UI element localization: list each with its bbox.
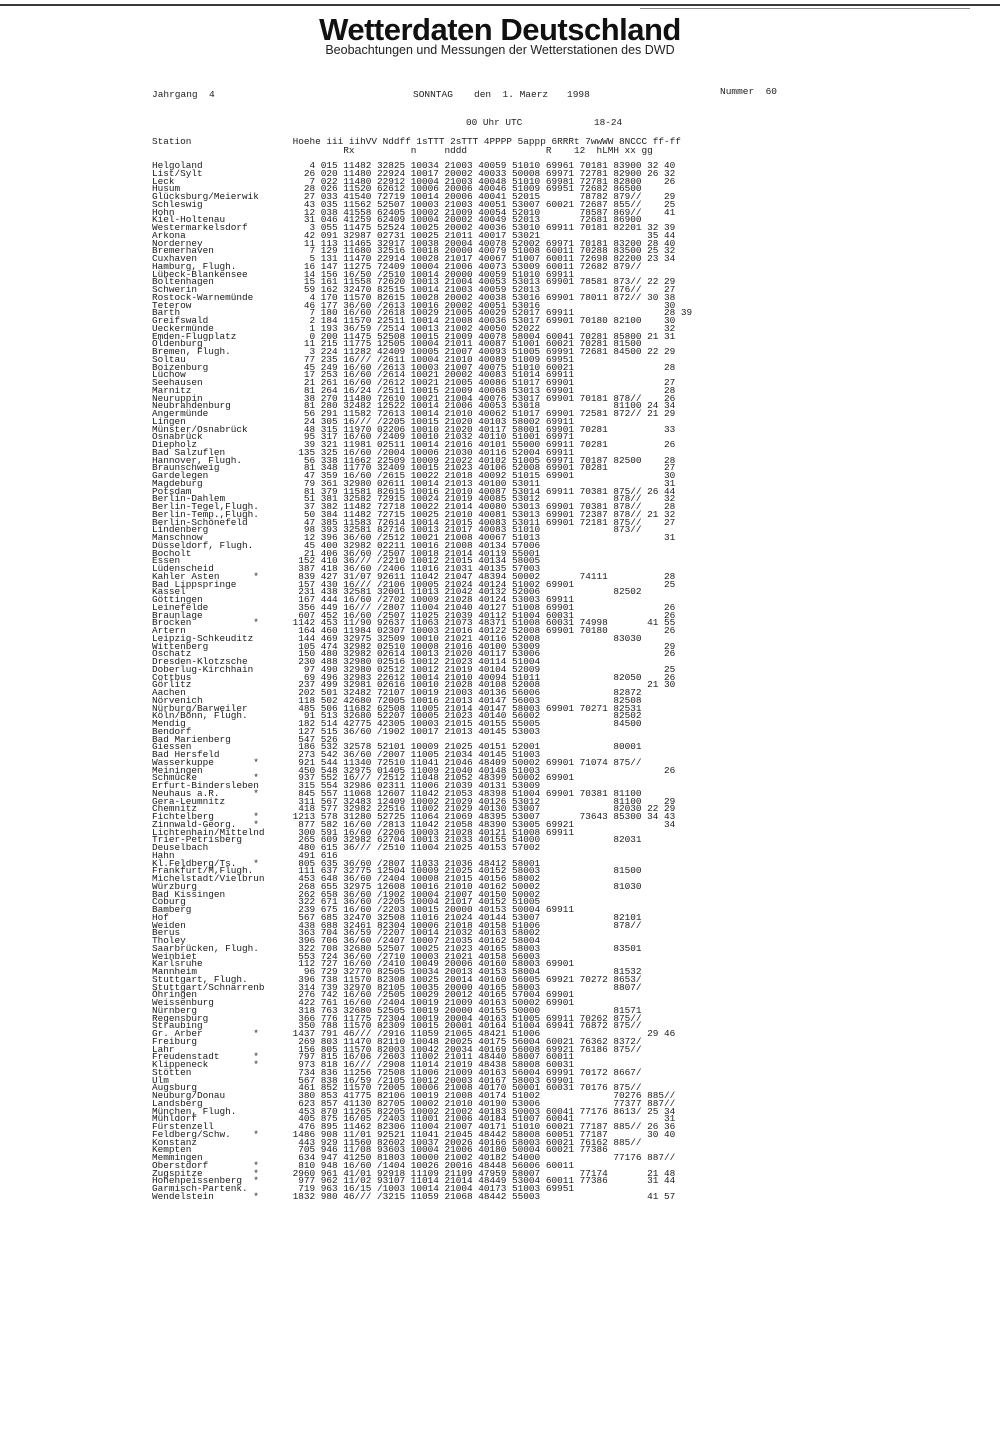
table-row: Görlitz 237 499 32981 02616 10010 21028 40108 52008 21 30 (152, 679, 676, 691)
table-row: Norderney 11 113 11465 32917 10038 20004 40078 52002 69971 70181 83200 28 40 (152, 237, 676, 249)
table-row: Manschnow 12 396 36/60 /2512 10021 21008 40067 51013 31 (152, 532, 676, 543)
table-row: Zugspitze * 2960 961 41/01 92918 11109 21109 47959 58007 77174 21 48 (152, 1167, 676, 1179)
table-row: Deuselbach 480 615 36/// /2510 11004 21025 40153 57002 (152, 842, 541, 853)
table-row: Ulm 567 838 16/59 /2105 10012 20003 40167 58003 69901 (152, 1074, 574, 1086)
table-row: Fichtelberg * 1213 578 31280 52725 11064 21069 48395 53007 73643 85300 34 43 (152, 811, 676, 822)
date-label: den 1. Maerz (474, 89, 549, 100)
weekday-label: SONNTAG (413, 89, 453, 100)
top-rule (0, 4, 1000, 6)
table-row: Mühldorf 405 875 16/05 /2403 11001 21006 40184 51007 60041 31 (152, 1113, 676, 1125)
table-row: Lingen 24 305 16/// /2205 10015 21020 40103 58002 69911 (152, 415, 574, 427)
table-row: Kassel 231 438 32581 32001 11013 21042 40132 52006 82502 (152, 586, 642, 598)
period-label: 18-24 (594, 117, 623, 128)
table-row: Schleswig 43 035 11562 52507 10003 21003 40051 53007 60021 72687 855// 25 (152, 198, 676, 210)
table-row: Kempten 705 946 11/08 93603 10004 21006 40180 50004 60021 77386 (152, 1144, 608, 1156)
table-row: Stuttgart/Schnarrenb 314 739 32970 82105 10035 20000 40165 58003 8807/ (152, 981, 642, 993)
table-row: Nürburg/Barweiler 485 506 11682 62508 11005 21014 40147 58003 69901 70271 82531 (152, 702, 642, 714)
table-row: Regensburg 366 776 11775 72304 10019 20004 40163 51005 69911 70262 875// (152, 1012, 642, 1024)
jahrgang-label: Jahrgang 4 (152, 89, 215, 100)
table-row: Schwerin 59 162 32470 82515 10014 21003 40059 52013 876// 27 (152, 284, 676, 295)
table-row: Ueckermünde 1 193 36/59 /2514 10013 21002 40050 52022 32 (152, 322, 676, 334)
table-row: Artern 164 460 11984 02307 10003 21016 40122 52008 69901 70180 26 (152, 625, 676, 636)
table-row: Düsseldorf, Flugh. 45 400 32982 02211 10016 21008 40134 57006 (152, 539, 541, 551)
table-row: Hof 567 685 32470 32508 11016 21024 40144 53007 82101 (152, 911, 642, 923)
table-row: Garmisch-Partenk. 719 963 16/15 /1003 10014 21004 40173 51003 69951 (152, 1183, 574, 1194)
table-row: Köln/Bonn, Flugh. 91 513 32680 52207 10005 21023 40140 56002 82502 (152, 710, 642, 722)
table-row: Bad Kissingen 262 658 36/60 /1902 10004 21007 40150 50002 (152, 888, 541, 900)
table-row: Würzburg 268 655 32975 12608 10016 21010 40162 50002 81030 (152, 880, 642, 892)
table-row: Berlin-Temp.,Flugh. 50 384 11482 72715 10025 21010 40081 53013 69901 72387 878// 21 32 (152, 508, 676, 520)
table-row: Lübeck-Blankensee 14 156 16/50 /2510 10014 20000 40059 51010 69911 (152, 268, 574, 280)
table-row: Diepholz 39 321 11981 02511 10014 21016 40101 55000 69911 70281 26 (152, 439, 676, 450)
table-row: Doberlug-Kirchhain 97 490 32980 02512 10012 21019 40104 52009 25 (152, 663, 676, 675)
table-row: Wasserkuppe * 921 544 11340 72510 11041 21046 48409 50002 69901 71074 875// (152, 756, 642, 768)
table-row: Bocholt 21 406 36/60 /2507 10018 21014 40119 55001 (152, 547, 541, 559)
table-row: Mendig 182 514 42775 42305 10003 21015 40155 55005 84500 (152, 718, 642, 729)
observation-time: 00 Uhr UTC (466, 117, 523, 128)
table-row: Mannheim 96 729 32770 82505 10034 20013 40153 58004 81532 (152, 966, 642, 977)
table-row: Nörvenich 118 502 42680 72005 10016 21013 40147 56003 82508 (152, 694, 642, 706)
column-header-row-2: Rx n nddd R 12 hLMH xx gg (152, 145, 653, 156)
table-row: Berlin-Tegel,Flugh. 37 382 11482 72718 10022 21014 40080 53013 69901 70381 878// 28 (152, 501, 676, 512)
table-row: Neuruppin 38 270 11480 72610 10021 21004 40076 53017 69901 70181 878// 26 (152, 392, 676, 404)
table-row: Erfurt-Bindersleben 315 554 32986 02311 11006 21039 40131 53009 (152, 780, 541, 791)
table-row: Fürstenzell 476 895 11462 82306 11004 21007 40171 51010 60021 77187 885// 26 36 (152, 1121, 676, 1132)
table-row: Greifswald 2 184 11570 22511 10014 21008 40036 53017 69901 70180 82100 30 (152, 315, 676, 326)
table-row: Lüchow 17 253 16/60 /2614 10021 20002 40083 51014 69911 (152, 369, 574, 381)
table-row: Bremerhaven 7 129 11680 32516 10018 20000 40079 51008 60011 70288 83500 25 32 (152, 245, 676, 257)
table-row: Meiningen 450 548 32975 01405 11009 21040 40148 51003 26 (152, 764, 676, 776)
table-row: Oberstdorf * 810 948 16/60 /1404 10026 20016 48448 56006 60011 (152, 1159, 574, 1171)
table-row: Gardelegen 47 359 16/60 /2615 10022 21018 40092 51015 69901 30 (152, 470, 676, 481)
table-row: Brocken * 1142 453 11/90 92637 11063 21073 48371 51008 60031 74998 41 55 (152, 617, 676, 629)
table-row: Helgoland 4 015 11482 32825 10034 21003 40059 51010 69961 70181 83900 32 40 (152, 160, 676, 171)
table-row: Hahn 491 616 (152, 849, 338, 861)
table-row: Westermarkelsdorf 3 055 11475 52524 10025 20002 40036 53010 69911 70181 82201 32 39 (152, 222, 676, 233)
station-table (152, 162, 692, 1201)
table-row: Soltau 77 235 16/// /2611 10004 21010 40089 51009 69951 (152, 353, 574, 365)
table-row: Angermünde 56 291 11582 72613 10014 21010 40062 51017 69901 72581 872// 21 29 (152, 408, 676, 419)
year-label: 1998 (567, 89, 590, 100)
table-row: Oldenburg 11 215 11775 12505 10004 21011 40087 51001 60021 70281 81500 (152, 338, 642, 350)
table-row: Leinefelde 356 449 16/// /2807 11004 21040 40127 51008 69901 26 (152, 601, 676, 613)
table-row: Lüdenscheid 387 418 36/60 /2406 11016 21031 40135 57003 (152, 563, 541, 574)
table-row: Cuxhaven 5 131 11470 22914 10028 21017 40067 51007 60011 72698 82200 23 34 (152, 253, 676, 264)
table-row: Bad Salzuflen 135 325 16/60 /2004 10006 21030 40116 52004 69911 (152, 446, 574, 458)
table-row: Boltenhagen 15 161 11558 72620 10013 21004 40053 53013 69901 78581 873// 22 29 (152, 276, 676, 288)
table-row: Arkona 42 091 32987 02731 10025 21011 40017 53021 35 44 (152, 229, 676, 241)
table-row: Weiden 438 688 32461 82304 10006 21018 40158 51006 878// (152, 919, 642, 931)
table-row: Straubing 350 788 11570 82309 10015 20001 40164 51004 69941 76872 875// (152, 1020, 642, 1032)
table-row: Berlin-Schönefeld 47 385 11583 72614 10014 21015 40083 53011 69901 72181 875// 27 (152, 516, 676, 528)
table-row: Freiburg 269 803 11470 82110 10048 20025 40175 56004 60021 76362 8372/ (152, 1035, 642, 1047)
table-row: Coburg 322 671 36/60 /2205 10004 21017 40152 51005 (152, 896, 541, 908)
table-row: Münster/Osnabrück 48 315 11970 02206 10010 21020 40117 58001 69901 70281 33 (152, 423, 676, 435)
table-row: Cottbus 69 496 32983 22612 10014 21010 40094 51011 82050 26 (152, 671, 676, 683)
table-row: Karlsruhe 112 727 16/60 /2410 10049 20006 40160 58003 69901 (152, 958, 574, 970)
table-row: Neuburg/Donau 380 853 41775 82106 10019 21008 40174 51002 70276 885// (152, 1090, 676, 1101)
table-row: Konstanz 443 929 11560 82602 10037 20026 40166 58003 60021 76162 885// (152, 1136, 642, 1148)
table-row: List/Sylt 26 020 11480 22924 10017 20002 40033 50008 69971 72781 82900 26 32 (152, 167, 676, 179)
table-row: Aachen 202 501 32482 72107 10019 21003 40136 56006 82872 (152, 687, 642, 698)
table-row: Dresden-Klotzsche 230 488 32980 02516 10012 21023 40114 51004 (152, 656, 541, 667)
table-row: Klippeneck * 973 818 16/// /2908 11014 21019 48438 58008 60031 (152, 1059, 574, 1070)
table-row: Weissenburg 422 761 16/60 /2404 10019 21009 40163 50002 69901 (152, 997, 574, 1008)
table-row: Nürnberg 318 763 32680 52505 10019 20000 40155 50000 81571 (152, 1004, 642, 1016)
table-row: Kiel-Holtenau 31 046 41259 62409 10004 20002 40049 52013 72681 86900 (152, 214, 642, 226)
table-row: Lindenberg 98 393 32581 82716 10013 21017 40083 51010 873// (152, 524, 642, 536)
table-row: Hamburg, Flugh. 16 147 11275 72409 10004 21006 40073 53009 60011 72682 879// (152, 260, 642, 272)
table-row: Chemnitz 418 577 32982 22516 11002 21029 40130 53007 82030 22 29 (152, 803, 676, 815)
table-row: Hohenpeissenberg * 977 962 11/02 93107 11014 21014 48449 53004 60011 77386 31 44 (152, 1175, 676, 1187)
table-row: Bad Lippspringe 157 430 16/// /2106 10005 21024 40124 51002 69901 25 (152, 578, 676, 590)
table-row: Stuttgart, Flugh. 396 738 11570 82308 10025 20014 40160 56005 69921 70272 8653/ (152, 973, 642, 985)
table-row: Feldberg/Schw. * 1486 908 11/01 92521 11041 21045 48442 58008 60051 77187 30 40 (152, 1128, 676, 1140)
table-row: Bremen, Flugh. 3 224 11282 42409 10005 21007 40093 51005 69991 72681 84500 22 29 (152, 346, 676, 357)
table-row: Saarbrücken, Flugh. 322 708 32680 52507 10025 21023 40165 58003 83501 (152, 942, 642, 954)
table-row: München, Flugh. 453 870 11265 82205 10002 21002 40183 50003 60041 77176 8613/ 25 34 (152, 1105, 676, 1117)
table-row: Emden-Flugplatz 0 200 11475 52508 10015 21009 40078 58004 60041 70281 85800 21 31 (152, 330, 676, 342)
table-row: Bad Marienberg 547 526 (152, 733, 338, 745)
table-row: Essen 152 410 36/// /2210 10012 21015 40134 58005 (152, 555, 541, 567)
table-row: Wendelstein * 1832 980 46/// /3215 11059 21068 48442 55003 41 57 (152, 1190, 676, 1202)
issue-number: Nummer 60 (720, 86, 778, 97)
table-row: Barth 7 180 16/60 /2618 10029 21005 40029 52017 69911 28 39 (152, 307, 693, 319)
table-row: Frankfurt/M,Flugh. 111 637 32775 12504 10009 21025 40152 58003 81500 (152, 865, 642, 877)
table-row: Leck 7 022 11480 22912 10004 21003 40048 51010 69981 72781 82800 26 (152, 175, 676, 187)
table-row: Teterow 46 177 36/60 /2613 10016 20002 40051 53016 30 (152, 299, 676, 311)
table-row: Giessen 186 532 32578 52101 10009 21025 40151 52001 80001 (152, 741, 642, 753)
table-row: Berus 363 704 36/59 /2207 10014 21032 40163 58002 (152, 927, 541, 939)
table-row: Trier-Petrisberg 265 609 32982 62704 10013 21033 40155 54000 82031 (152, 834, 642, 846)
table-row: Tholey 396 706 36/60 /2407 10007 21035 40162 58004 (152, 935, 541, 946)
table-row: Marnitz 81 264 16/24 /2511 10015 21009 40068 53013 69901 28 (152, 384, 676, 396)
table-row: Schmücke * 937 552 16/// /2512 11048 21052 48399 50002 69901 (152, 772, 574, 784)
table-row: Rostock-Warnemünde 4 170 11570 82615 10028 20002 40038 53016 69901 78011 872// 30 38 (152, 291, 676, 303)
column-header-row-1: Station Hoehe iii iihVV Nddff 1sTTT 2sTTT 4PPPP 5appp 6RRRt 7wwWW 8NCCC ff-ff (152, 136, 681, 147)
table-row: Boizenburg 45 249 16/60 /2613 10003 21007 40075 51010 60021 28 (152, 361, 676, 373)
table-row: Neuhaus a.R. * 845 557 11068 12607 11042 21053 48398 51004 69901 70381 81100 (152, 787, 642, 799)
table-row: Freudenstadt * 797 815 16/06 /2603 11002 21011 48440 58007 60011 (152, 1051, 574, 1063)
table-row: Hohn 12 038 41558 62405 10002 21009 40054 52010 78587 869// 41 (152, 206, 676, 218)
table-row: Göttingen 167 444 16/60 /2702 10009 21028 40124 53003 69911 (152, 594, 574, 605)
table-row: Hannover, Flugh. 56 338 11662 22509 10009 21022 40102 51005 69971 70187 82500 28 (152, 454, 676, 466)
table-row: Leipzig-Schkeuditz 144 469 32975 32509 10010 21021 40116 52008 83030 (152, 632, 642, 644)
table-row: Michelstadt/Vielbrun 453 648 36/60 /2404 10008 21015 40156 58002 (152, 873, 541, 884)
table-row: Wittenberg 105 474 32982 02510 10008 21016 40100 53009 29 (152, 640, 676, 652)
table-row: Kahler Asten * 839 427 31/07 92611 11042 21047 48394 50002 74111 28 (152, 570, 676, 582)
table-row: Bendorf 127 515 36/60 /1902 10017 21013 40145 53003 (152, 725, 541, 737)
table-row: Lahr 156 805 11570 82003 10042 20034 40169 56008 69921 76186 875// (152, 1043, 642, 1055)
page-title: Wetterdaten Deutschland (319, 12, 681, 47)
table-row: Seehausen 21 261 16/60 /2612 10021 21005 40086 51017 69901 27 (152, 377, 676, 388)
table-row: Zinnwald-Georg. * 877 582 16/60 /2813 11042 21058 48390 53005 69921 34 (152, 818, 676, 830)
table-row: Öhringen 276 742 16/60 /2505 10029 20012 40165 57004 69901 (152, 989, 574, 1001)
table-row: Oschatz 150 480 32982 02614 10013 21020 40117 53006 26 (152, 648, 676, 660)
top-rule-secondary (640, 8, 970, 9)
table-row: Neubrandenburg 81 280 32482 12522 10014 21006 40053 53018 81100 24 34 (152, 400, 676, 412)
table-row: Memmingen 634 947 41250 81803 10000 21002 40182 54000 77176 887// (152, 1152, 676, 1163)
page-subtitle: Beobachtungen und Messungen der Wetterstationen des DWD (325, 43, 675, 57)
table-row: Braunschweig 81 348 11770 32409 10015 21023 40106 52008 69901 70281 27 (152, 462, 676, 474)
table-row: Berlin-Dahlem 51 381 32582 72915 10024 21019 40085 53012 878// 32 (152, 493, 676, 505)
table-row: Braunlage 607 452 16/60 /2507 11025 21039 40112 51004 60031 26 (152, 609, 676, 621)
table-row: Kl.Feldberg/Ts. * 805 635 36/60 /2807 11033 21036 48412 58001 (152, 857, 541, 869)
table-row: Landsberg 623 857 41130 82705 10002 21010 40190 53006 77377 887// (152, 1097, 676, 1109)
table-row: Bad Hersfeld 273 542 36/60 /2007 11005 21034 40145 51003 (152, 749, 541, 760)
table-row: Gr. Arber * 1437 791 46/// /2916 11059 21065 48421 51006 29 46 (152, 1028, 676, 1039)
table-row: Magdeburg 79 361 32980 02611 10014 21013 40100 53011 31 (152, 477, 676, 489)
table-row: Augsburg 461 852 11570 72005 10006 21008 40170 50001 60031 70176 875// (152, 1082, 642, 1094)
table-row: Gera-Leumnitz 311 567 32483 12409 10002 21029 40126 53012 81100 29 (152, 795, 676, 807)
table-row: Husum 28 026 11520 62612 10006 20006 40046 51009 69951 72682 86500 (152, 183, 642, 195)
table-row: Glücksburg/Meierwik 27 033 41540 72719 10014 20006 40041 52015 78782 879// 29 (152, 191, 676, 202)
table-row: Lichtenhain/Mittelnd 300 591 16/60 /2206 10003 21028 40121 51008 69911 (152, 826, 574, 838)
table-row: Osnabrück 95 317 16/60 /2409 10010 21032 40110 51001 69971 (152, 431, 574, 443)
table-row: Stötten 734 836 11256 72508 11006 21009 40163 56004 69991 70172 8667/ (152, 1066, 642, 1078)
table-row: Potsdam 81 379 11581 82615 10016 21010 40087 53014 69911 70381 875// 26 44 (152, 485, 676, 497)
table-row: Weinbiet 553 724 36/60 /2710 10003 21021 40158 56003 (152, 950, 541, 962)
table-row: Bamberg 239 675 16/60 /2203 10015 20000 40153 50004 69911 (152, 904, 574, 915)
